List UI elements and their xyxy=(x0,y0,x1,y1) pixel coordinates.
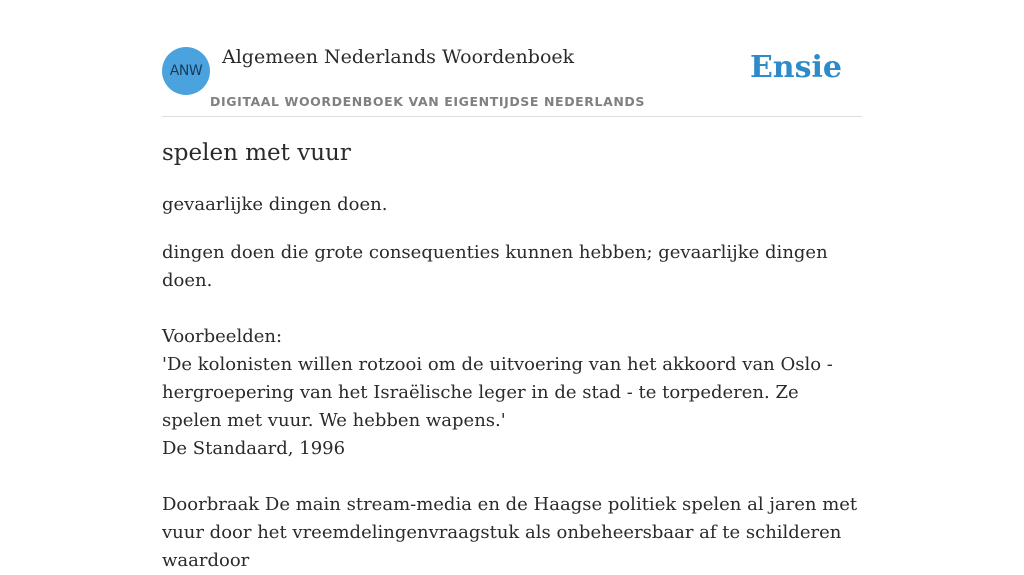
site-header xyxy=(162,0,862,117)
examples-heading: Voorbeelden: xyxy=(162,326,283,347)
entry-body xyxy=(162,239,862,575)
example-quote: 'De kolonisten willen rotzooi om de uitvoering van het akkoord van Oslo - hergroepering van het Israëlische leger in de stad - te torpederen. Ze spelen met vuur. We hebben wapens.' xyxy=(162,354,833,431)
site-title[interactable]: Algemeen Nederlands Woordenboek xyxy=(222,46,575,68)
entry-title: spelen met vuur xyxy=(162,140,351,166)
long-definition: dingen doen die grote consequenties kunnen hebben; gevaarlijke dingen doen. xyxy=(162,242,828,291)
example-source: De Standaard, 1996 xyxy=(162,438,346,459)
site-subtitle: DIGITAAL WOORDENBOEK VAN EIGENTIJDSE NEDERLANDS xyxy=(210,94,646,109)
ensie-logo-link[interactable]: Ensie xyxy=(749,50,842,85)
spacer xyxy=(162,295,862,323)
page xyxy=(162,0,862,571)
anw-logo[interactable]: ANW xyxy=(162,47,210,95)
spacer xyxy=(162,463,862,491)
example-quote: Doorbraak De main stream-media en de Haagse politiek spelen al jaren met vuur door het vreemdelingenvraagstuk als onbeheersbaar af te schilderen waardoor xyxy=(162,494,858,571)
short-definition: gevaarlijke dingen doen. xyxy=(162,194,388,215)
